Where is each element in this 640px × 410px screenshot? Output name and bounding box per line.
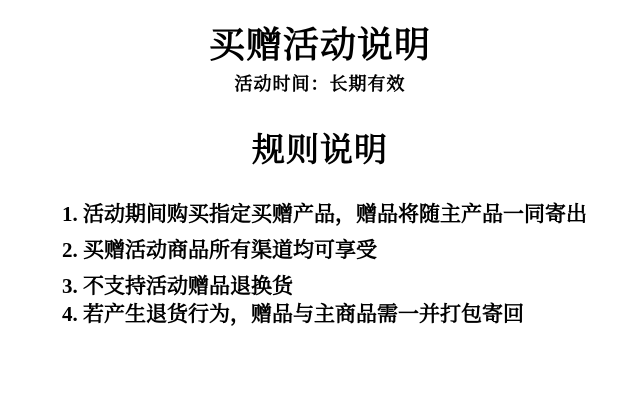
rule-item-4: 4. 若产生退货行为，赠品与主商品需一并打包寄回: [62, 301, 524, 326]
rule-item-3: 3. 不支持活动赠品退换货: [62, 273, 293, 298]
activity-time-subtitle: 活动时间：长期有效: [234, 74, 406, 94]
rules-section-title: 规则说明: [252, 132, 388, 169]
rules-list: [0, 201, 640, 327]
rule-item-2: 2. 买赠活动商品所有渠道均可享受: [62, 237, 377, 262]
page-title: 买赠活动说明: [208, 25, 431, 65]
rule-item-1: 1. 活动期间购买指定买赠产品，赠品将随主产品一同寄出: [62, 201, 587, 226]
